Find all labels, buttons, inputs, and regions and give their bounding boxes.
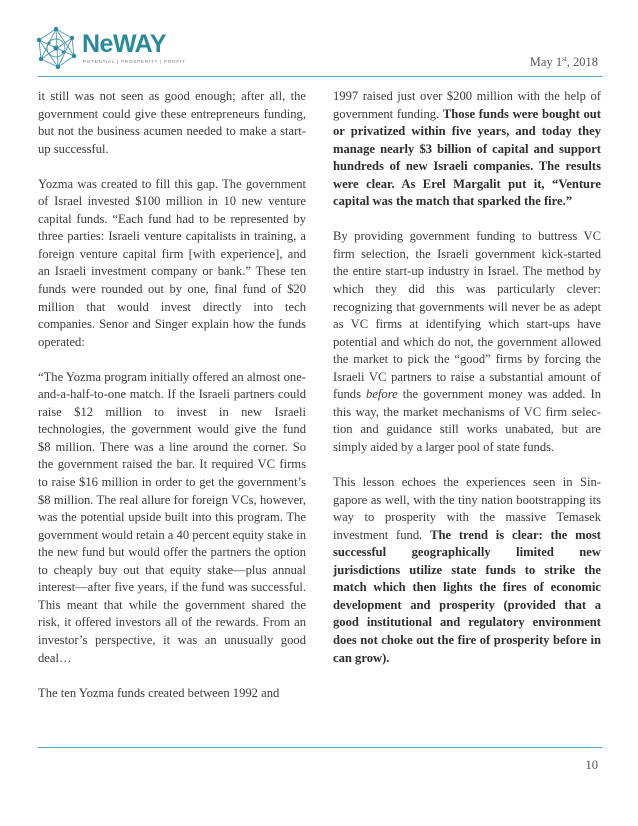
left-paragraph-3: “The Yozma program initially offered an almost one-and-a-half-to-one match. If the Israeli partners could raise $12 million to invest in new Israeli technologies, the government would give the fund $8 million. There was a line around the corner. So the government raised the bar. It required VC firms to raise $16 million in order to get the government’s $8 million. The real allure for foreign VCs, however, was the potential upside built into this program. The government would retain a 40 percent equity stake in the new fund but would offer the partners the option to cheaply buy out that equity stake—plus annual interest—after five years, if the fund was successful. This meant that while the government shared the risk, it offered investors all of the rewards. From an investor’s perspective, it was an unusually good deal… — [38, 369, 306, 665]
publication-date — [530, 55, 598, 70]
logo-wordmark: NeWAY — [82, 30, 167, 58]
left-paragraph-1: it still was not seen as good enough; after all, the government could give these entrepreneurs funding, but not the business acumen needed to make a start-up successful. — [38, 89, 306, 156]
right-p2-text-b: the government money was added. In this way, the market mechanisms of VC firm selection and guidance still works unabated, but are simply aided by a larger pool of state funds. — [333, 387, 601, 454]
right-p3-text: This lesson echoes the experiences seen in Singapore as well, with the tiny nation bootstrapping its way to prosperity with the massive Temasek investment fund. — [333, 475, 601, 542]
header-divider — [38, 76, 602, 77]
right-column — [333, 88, 601, 685]
right-p3-bold: The trend is clear: the most successful geographically limited new jurisdictions utilize state funds to strike the match which then lights the fires of economic development and prosperity (provided that a good institutional and regulatory environment does not choke out the fire of prosperity before in can grow). — [333, 527, 601, 665]
date-main: May 1 — [529, 55, 563, 70]
network-globe-icon — [34, 26, 78, 70]
left-paragraph-2: Yozma was created to fill this gap. The government of Israel invested $100 million in 10 new venture capital funds. “Each fund had to be represented by three parties: Israeli venture capitalists in training, a foreign venture capital firm [with experience], and an Israeli investment company or bank.” These ten funds were rounded out by one, final fund of $20 million that would invest directly into tech companies. Senor and Singer explain how the funds operated: — [38, 176, 306, 349]
neway-logo — [34, 26, 186, 72]
right-p2-italic: before — [366, 387, 398, 402]
right-paragraph-3 — [333, 474, 601, 667]
page-number: 10 — [585, 758, 598, 772]
right-p1-bold: Those funds were bought out or privatized within five years, and today they manage nearly $3 billion of capital and support hundreds of new Israeli companies. The results were clear. As Erel Margalit put it, “Venture capital was the match that sparked the fire.” — [333, 106, 601, 209]
right-p1-text: 1997 raised just over $200 million with the help of government funding. — [333, 89, 601, 121]
right-paragraph-2 — [333, 228, 601, 456]
left-paragraph-4: The ten Yozma funds created between 1992 and — [38, 685, 280, 700]
date-year: , 2018 — [566, 55, 598, 70]
logo-tagline: POTENTIAL | PROSPERITY | PROFIT — [83, 59, 186, 64]
footer-divider — [38, 747, 602, 748]
right-paragraph-1 — [333, 88, 601, 211]
date-suffix: st — [562, 55, 567, 63]
left-column — [38, 88, 306, 720]
right-p2-text-a: By providing government funding to buttress VC firm selection, the Israeli government kick-started the entire start-up industry in Israel. The method by which they did this was particularly clever: recognizing that governments will never be as adept as VC firms at identifying which start-ups have potential and which do not, the government allowed the market to pick the “good” firms by forcing the Israeli VC partners to raise a substantial amount of funds — [333, 229, 601, 402]
